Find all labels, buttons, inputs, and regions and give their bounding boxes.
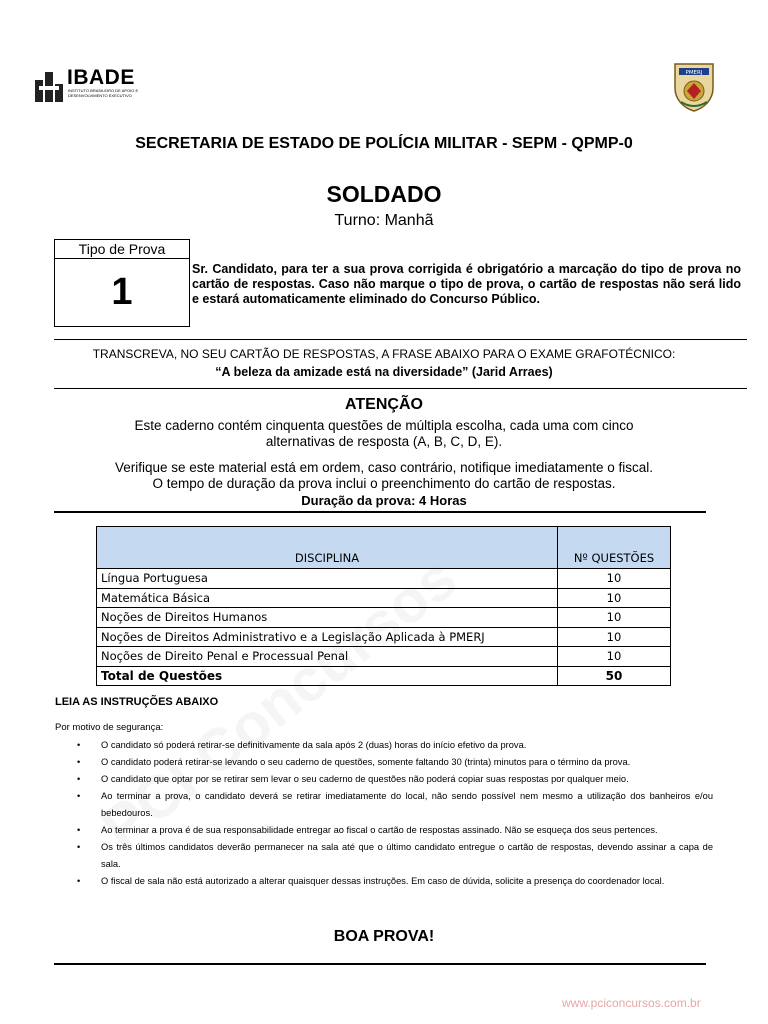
- candidate-warning: Sr. Candidato, para ter a sua prova corrigida é obrigatório a marcação do tipo de prova no cartão de respostas. Caso não marque o tipo de prova, o cartão de respostas não será lido e estará automaticamente eliminado do Concurso Público.: [192, 262, 741, 306]
- ibade-logo: [35, 68, 155, 102]
- attention-verify: [0, 460, 768, 492]
- discipline-cell: Noções de Direitos Administrativo e a Legislação Aplicada à PMERJ: [97, 627, 558, 647]
- instructions-intro: Por motivo de segurança:: [55, 722, 164, 733]
- questions-cell: 10: [558, 569, 671, 589]
- pmerj-crest-icon: [673, 62, 715, 112]
- agency-heading: SECRETARIA DE ESTADO DE POLÍCIA MILITAR - SEPM - QPMP-0: [135, 135, 633, 152]
- bullet-icon: •: [77, 842, 81, 852]
- discipline-cell: Língua Portuguesa: [97, 569, 558, 589]
- ibade-subtitle: INSTITUTO BRASILEIRO DE APOIO E DESENVOLVIMENTO EXECUTIVO: [68, 88, 139, 98]
- ibade-wordmark: IBADE: [67, 66, 135, 89]
- list-item: [55, 737, 713, 754]
- exam-shift: Turno: Manhã: [334, 212, 434, 229]
- attention-title: ATENÇÃO: [345, 396, 423, 413]
- attention-verify-line: Verifique se este material está em ordem, caso contrário, notifique imediatamente o fiscal.: [114, 460, 654, 475]
- bullet-icon: •: [77, 774, 81, 784]
- grafotecnico-phrase: “A beleza da amizade está na diversidade” (Jarid Arraes): [215, 365, 553, 379]
- instruction-text: O candidato só poderá retirar-se definitivamente da sala após 2 (duas) horas do início efetivo da prova.: [101, 740, 527, 750]
- crest-label: PMERJ: [685, 70, 703, 76]
- bullet-icon: •: [77, 757, 81, 767]
- exam-title: SOLDADO: [326, 181, 442, 207]
- attention-time-line: O tempo de duração da prova inclui o preenchimento do cartão de respostas.: [152, 476, 616, 491]
- tipo-prova-value: 1: [111, 271, 133, 313]
- divider: [54, 388, 747, 389]
- instruction-text: O candidato poderá retirar-se levando o seu caderno de questões, somente faltando 30 (trinta) minutos para o término da prova.: [101, 757, 631, 767]
- discipline-cell: Matemática Básica: [97, 588, 558, 608]
- column-header-questions: Nº QUESTÕES: [558, 527, 671, 569]
- exam-duration: Duração da prova: 4 Horas: [301, 493, 467, 508]
- attention-text: Este caderno contém cinquenta questões de múltipla escolha, cada uma com cinco alternativas de resposta (A, B, C, D, E).: [134, 418, 634, 449]
- questions-cell: 10: [558, 647, 671, 667]
- instruction-text: Ao terminar a prova é de sua responsabilidade entregar ao fiscal o cartão de respostas assinado. Não se esqueça dos seus pertences.: [101, 825, 658, 835]
- divider: [54, 339, 747, 340]
- divider: [54, 511, 706, 513]
- questions-cell: 10: [558, 588, 671, 608]
- bullet-icon: •: [77, 740, 81, 750]
- list-item: [55, 873, 713, 890]
- instruction-text: O candidato que optar por se retirar sem levar o seu caderno de questões não poderá copiar suas respostas por qualquer meio.: [101, 774, 629, 784]
- closing-message: BOA PROVA!: [333, 928, 435, 945]
- tipo-prova-label: Tipo de Prova: [55, 240, 189, 259]
- instruction-text: Os três últimos candidatos deverão permanecer na sala até que o último candidato entregue o cartão de respostas, devendo assinar a capa de sala.: [101, 842, 713, 869]
- instruction-text: O fiscal de sala não está autorizado a alterar quaisquer dessas instruções. Em caso de dúvida, solicite a presença do coordenador local.: [101, 876, 665, 886]
- tipo-prova-box: [54, 239, 190, 327]
- bullet-icon: •: [77, 876, 81, 886]
- discipline-cell: Noções de Direitos Humanos: [97, 608, 558, 628]
- instruction-text: Ao terminar a prova, o candidato deverá se retirar imediatamente do local, não sendo possível nem mesmo a utilização dos banheiros e/ou bebedouros.: [101, 791, 713, 818]
- questions-cell: 10: [558, 608, 671, 628]
- ibade-mark-icon: [35, 72, 63, 102]
- source-url[interactable]: www.pciconcursos.com.br: [562, 996, 701, 1010]
- total-label-cell: Total de Questões: [97, 666, 558, 686]
- instructions-title: LEIA AS INSTRUÇÕES ABAIXO: [55, 696, 219, 708]
- column-header-discipline: DISCIPLINA: [97, 527, 558, 569]
- questions-cell: 10: [558, 627, 671, 647]
- total-value-cell: 50: [558, 666, 671, 686]
- bullet-icon: •: [77, 791, 81, 801]
- discipline-cell: Noções de Direito Penal e Processual Penal: [97, 647, 558, 667]
- divider: [54, 963, 706, 965]
- bullet-icon: •: [77, 825, 81, 835]
- table-total-row: [97, 666, 671, 686]
- transcribe-instruction: TRANSCREVA, NO SEU CARTÃO DE RESPOSTAS, A FRASE ABAIXO PARA O EXAME GRAFOTÉCNICO:: [92, 347, 676, 361]
